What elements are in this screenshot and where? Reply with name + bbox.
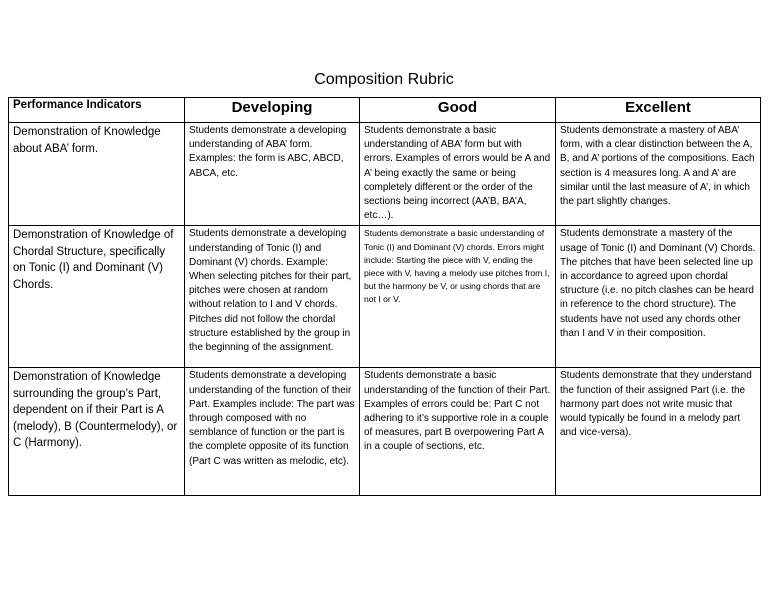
header-good: Good [360, 98, 556, 123]
indicator-cell: Demonstration of Knowledge surrounding the group’s Part, dependent on if their Part is A (melody), B (Countermelody), or C (Harmony). [9, 368, 185, 496]
excellent-cell: Students demonstrate a mastery of the usage of Tonic (I) and Dominant (V) Chords. The pitches that have been selected line up in accordance to agreed upon chordal structure (i.e. no pitch clashes can be heard in reference to the chord structure). The students have not used any chords other than I and V in their composition. [556, 226, 761, 368]
indicator-cell: Demonstration of Knowledge of Chordal Structure, specifically on Tonic (I) and Dominant (V) Chords. [9, 226, 185, 368]
developing-cell: Students demonstrate a developing understanding of ABA’ form. Examples: the form is ABC, ABCD, ABCA, etc. [185, 123, 360, 226]
rubric-table [8, 97, 761, 496]
table-row [9, 368, 761, 496]
header-row [9, 98, 761, 123]
good-cell: Students demonstrate a basic understanding of Tonic (I) and Dominant (V) chords. Errors might include: Starting the piece with V, ending the piece with V, having a melody use pitches from I, but the harmony be V, or using chords that are not I or V. [360, 226, 556, 368]
header-developing: Developing [185, 98, 360, 123]
developing-cell: Students demonstrate a developing understanding of Tonic (I) and Dominant (V) chords. Example: When selecting pitches for their part, pitches were chosen at random without relation to I and V chords. Pitches did not follow the chordal structure established by the group in the beginning of the assignment. [185, 226, 360, 368]
header-performance-indicators: Performance Indicators [9, 98, 185, 123]
excellent-cell: Students demonstrate that they understand the function of their assigned Part (i.e. the harmony part does not write music that would typically be found in a melody part and vice-versa). [556, 368, 761, 496]
excellent-cell: Students demonstrate a mastery of ABA’ form, with a clear distinction between the A, B, and A’ portions of the compositions. Each section is 4 measures long. A and A’ are similar until the last measure of A’, in which the part slightly changes. [556, 123, 761, 226]
table-row [9, 123, 761, 226]
good-cell: Students demonstrate a basic understanding of ABA’ form but with errors. Examples of errors would be A and A’ being exactly the same or being completely different or the order of the sections being incorrect (AA’B, BA’A, etc…). [360, 123, 556, 226]
good-cell: Students demonstrate a basic understanding of the function of their Part. Examples of errors could be: Part C not adhering to it’s supportive role in a couple of measures, part B overpowering Part A in a couple of sections, etc. [360, 368, 556, 496]
indicator-cell: Demonstration of Knowledge about ABA’ form. [9, 123, 185, 226]
header-excellent: Excellent [556, 98, 761, 123]
developing-cell: Students demonstrate a developing understanding of the function of their Part. Examples include: The part was through composed with no semblance of function or the part is the complete opposite of its function (Part C was written as melodic, etc). [185, 368, 360, 496]
table-row [9, 226, 761, 368]
document-title: Composition Rubric [314, 71, 454, 88]
